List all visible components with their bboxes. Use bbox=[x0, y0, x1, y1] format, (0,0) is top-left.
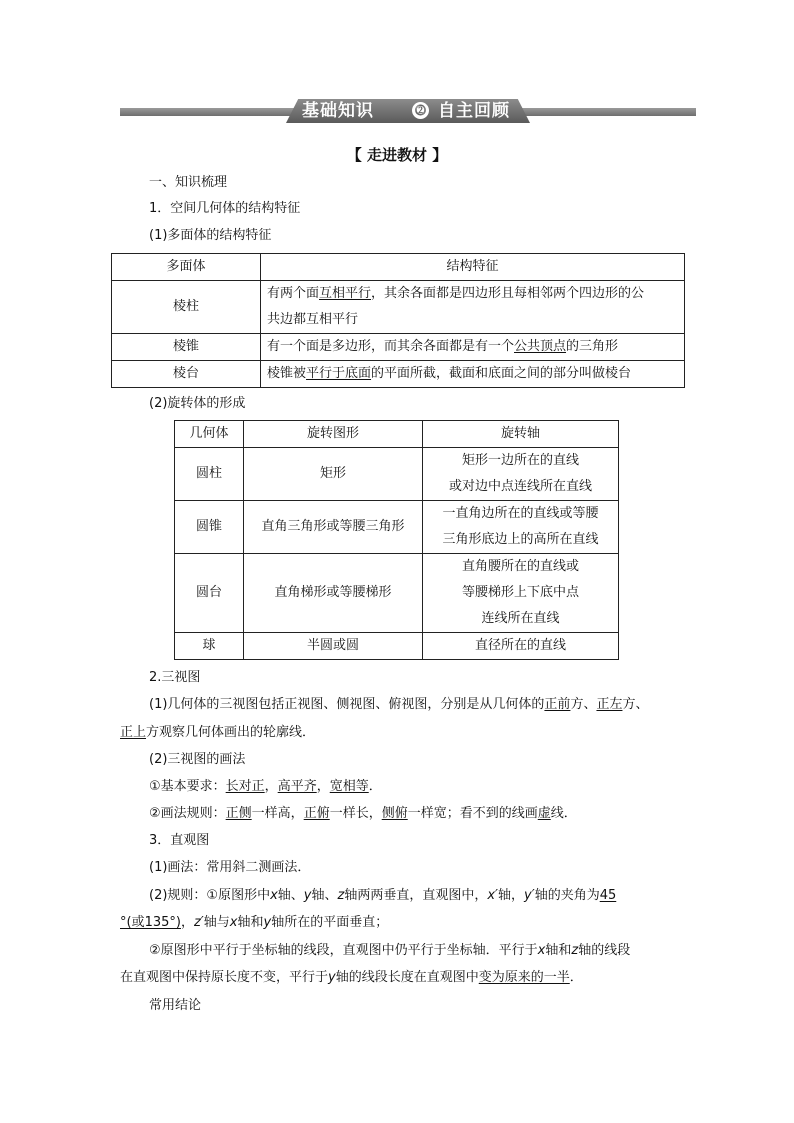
table-cell-name: 棱柱 bbox=[112, 281, 261, 334]
table-cell-feature bbox=[261, 334, 685, 361]
table-header-cell: 几何体 bbox=[175, 421, 244, 448]
paragraph-oblique-2 bbox=[149, 886, 616, 906]
text-span: 一直角边所在的直线或等腰 bbox=[442, 506, 599, 521]
text-span: 轴和 bbox=[545, 943, 572, 958]
text-span: 直角腰所在的直线或 bbox=[461, 559, 579, 574]
paragraph-oblique-3 bbox=[149, 941, 630, 961]
table-cell-name: 棱锥 bbox=[112, 334, 261, 361]
underlined-text: ° bbox=[120, 915, 127, 930]
italic-var: z bbox=[337, 888, 345, 903]
heading-common-conclusions: 常用结论 bbox=[149, 998, 202, 1013]
table-cell-feature bbox=[261, 281, 685, 334]
table-row bbox=[175, 448, 619, 501]
banner-right-text: 自主回顾 bbox=[438, 101, 510, 121]
table-header-row bbox=[175, 421, 619, 448]
text-span: 一样长， bbox=[329, 806, 382, 821]
text-span: 轴， bbox=[498, 888, 525, 903]
text-span: 轴的线段 bbox=[578, 943, 631, 958]
table-cell-shape: 半圆或圆 bbox=[244, 633, 423, 660]
table-header-cell: 旋转轴 bbox=[423, 421, 619, 448]
table-cell-name: 球 bbox=[175, 633, 244, 660]
underlined-text: 正上 bbox=[120, 725, 147, 740]
heading-structure: 1．空间几何体的结构特征 bbox=[149, 201, 301, 216]
text-span: 棱锥被 bbox=[267, 366, 307, 381]
italic-var: y bbox=[328, 970, 336, 985]
header-banner bbox=[120, 99, 696, 123]
text-span: (1)几何体的三视图包括正视图、侧视图、俯视图，分别是从几何体的 bbox=[149, 697, 545, 712]
underlined-text: 宽相等 bbox=[329, 779, 369, 794]
underlined-text: 互相平行 bbox=[319, 286, 372, 301]
table-cell-name: 圆锥 bbox=[175, 501, 244, 554]
table-row bbox=[112, 361, 685, 388]
text-span: ②原图形中平行于坐标轴的线段，直观图中仍平行于坐标轴．平行于 bbox=[149, 943, 538, 958]
table-cell-name: 圆台 bbox=[175, 554, 244, 633]
underlined-text: 正前 bbox=[544, 697, 571, 712]
section-title: 【 走进教材 】 bbox=[346, 146, 448, 164]
paragraph-oblique-3-cont bbox=[120, 968, 583, 988]
italic-var: z bbox=[571, 943, 579, 958]
text-span: 方观察几何体画出的轮廓线． bbox=[146, 725, 316, 740]
italic-var: z′ bbox=[193, 915, 204, 930]
text-span: ， bbox=[316, 779, 330, 794]
underlined-text: 侧俯 bbox=[381, 806, 408, 821]
underlined-text: 变为原来的一半 bbox=[478, 970, 570, 985]
text-span: 轴与 bbox=[203, 915, 230, 930]
underlined-text: 正俯 bbox=[303, 806, 330, 821]
text-span: ， bbox=[180, 915, 194, 930]
heading-rotation: (2)旋转体的形成 bbox=[149, 396, 246, 411]
text-span: 轴、 bbox=[311, 888, 338, 903]
heading-three-views: 2.三视图 bbox=[149, 670, 201, 685]
italic-var: y bbox=[263, 915, 272, 930]
table-header-cell: 多面体 bbox=[112, 254, 261, 281]
underlined-text: 平行于底面 bbox=[306, 366, 372, 381]
table-row bbox=[112, 334, 685, 361]
table-cell-axis bbox=[423, 448, 619, 501]
paragraph-three-views-4 bbox=[149, 804, 577, 824]
table-cell-shape: 直角梯形或等腰梯形 bbox=[244, 554, 423, 633]
text-span: ， bbox=[264, 779, 278, 794]
table-cell-axis bbox=[423, 501, 619, 554]
table-cell-axis: 直径所在的直线 bbox=[423, 633, 619, 660]
table-row bbox=[112, 281, 685, 334]
text-span: 轴的线段长度在直观图中 bbox=[335, 970, 479, 985]
table-row bbox=[175, 633, 619, 660]
text-span: ②画法规则： bbox=[149, 806, 226, 821]
underlined-text: 虚 bbox=[537, 806, 551, 821]
table-cell-shape: 矩形 bbox=[244, 448, 423, 501]
table-header-cell: 旋转图形 bbox=[244, 421, 423, 448]
text-span: 一样高， bbox=[251, 806, 304, 821]
italic-var: y bbox=[303, 888, 312, 903]
text-span: ，其余各面都是四边形且每相邻两个四边形的公 bbox=[371, 286, 645, 301]
text-span: 轴、 bbox=[277, 888, 304, 903]
polyhedra-table bbox=[111, 253, 685, 388]
heading-polyhedra: (1)多面体的结构特征 bbox=[149, 228, 272, 243]
text-span: 矩形一边所在的直线 bbox=[461, 453, 579, 468]
text-span: 有一个面是多边形，而其余各面都是有一个 bbox=[267, 339, 515, 354]
text-span: 三角形底边上的高所在直线 bbox=[442, 532, 599, 547]
text-span: 有两个面 bbox=[267, 286, 320, 301]
underlined-text: 长对正 bbox=[225, 779, 265, 794]
table-header-cell: 结构特征 bbox=[261, 254, 685, 281]
text-span: ． bbox=[569, 970, 583, 985]
text-span: 方、 bbox=[622, 697, 649, 712]
table-header-row bbox=[112, 254, 685, 281]
table-cell-name: 棱台 bbox=[112, 361, 261, 388]
table-cell-shape: 直角三角形或等腰三角形 bbox=[244, 501, 423, 554]
text-span: 的平面所截，截面和底面之间的部分叫做棱台 bbox=[371, 366, 632, 381]
table-cell-name: 圆柱 bbox=[175, 448, 244, 501]
italic-var: x bbox=[229, 915, 238, 930]
text-span: 线． bbox=[550, 806, 577, 821]
text-span: 方、 bbox=[570, 697, 597, 712]
text-span: 的三角形 bbox=[566, 339, 619, 354]
text-span: 轴和 bbox=[237, 915, 264, 930]
banner-badge-icon: ⓶ bbox=[412, 102, 429, 119]
heading-oblique-view: 3．直观图 bbox=[149, 833, 210, 848]
table-cell-axis bbox=[423, 554, 619, 633]
paragraph-three-views-2: (2)三视图的画法 bbox=[149, 752, 246, 767]
rotation-table bbox=[174, 420, 619, 660]
text-span: 轴所在的平面垂直； bbox=[271, 915, 389, 930]
table-row bbox=[175, 554, 619, 633]
italic-var: x bbox=[537, 943, 546, 958]
banner-left-text: 基础知识 bbox=[302, 101, 374, 121]
underlined-text: 公共顶点 bbox=[514, 339, 567, 354]
underlined-text: 高平齐 bbox=[277, 779, 317, 794]
table-cell-feature bbox=[261, 361, 685, 388]
underlined-text: 正侧 bbox=[225, 806, 252, 821]
paragraph-oblique-1: (1)画法：常用斜二测画法． bbox=[149, 860, 311, 875]
text-span: 连线所在直线 bbox=[481, 611, 560, 626]
text-span: 轴两两垂直，直观图中， bbox=[344, 888, 488, 903]
text-span: 一样宽；看不到的线画 bbox=[407, 806, 538, 821]
text-span: 在直观图中保持原长度不变，平行于 bbox=[120, 970, 329, 985]
text-span: 共边都互相平行 bbox=[267, 312, 359, 327]
italic-var: x′ bbox=[487, 888, 499, 903]
text-span: 等腰梯形上下底中点 bbox=[461, 585, 579, 600]
italic-var: y′ bbox=[524, 888, 535, 903]
paragraph-three-views-1-cont bbox=[120, 723, 315, 743]
text-span: 或对边中点连线所在直线 bbox=[448, 479, 592, 494]
table-row bbox=[175, 501, 619, 554]
heading-knowledge: 一、知识梳理 bbox=[149, 175, 228, 190]
underlined-text: 45 bbox=[599, 888, 617, 903]
underlined-text: 正左 bbox=[596, 697, 623, 712]
paragraph-oblique-2-cont bbox=[120, 913, 388, 933]
underlined-text: (或135°) bbox=[126, 915, 181, 930]
text-span: ①基本要求： bbox=[149, 779, 226, 794]
text-span: ． bbox=[368, 779, 382, 794]
text-span: 轴的夹角为 bbox=[534, 888, 600, 903]
paragraph-three-views-3 bbox=[149, 777, 382, 797]
italic-var: x bbox=[270, 888, 278, 903]
text-span: (2)规则：①原图形中 bbox=[149, 888, 271, 903]
paragraph-three-views-1 bbox=[149, 695, 648, 715]
